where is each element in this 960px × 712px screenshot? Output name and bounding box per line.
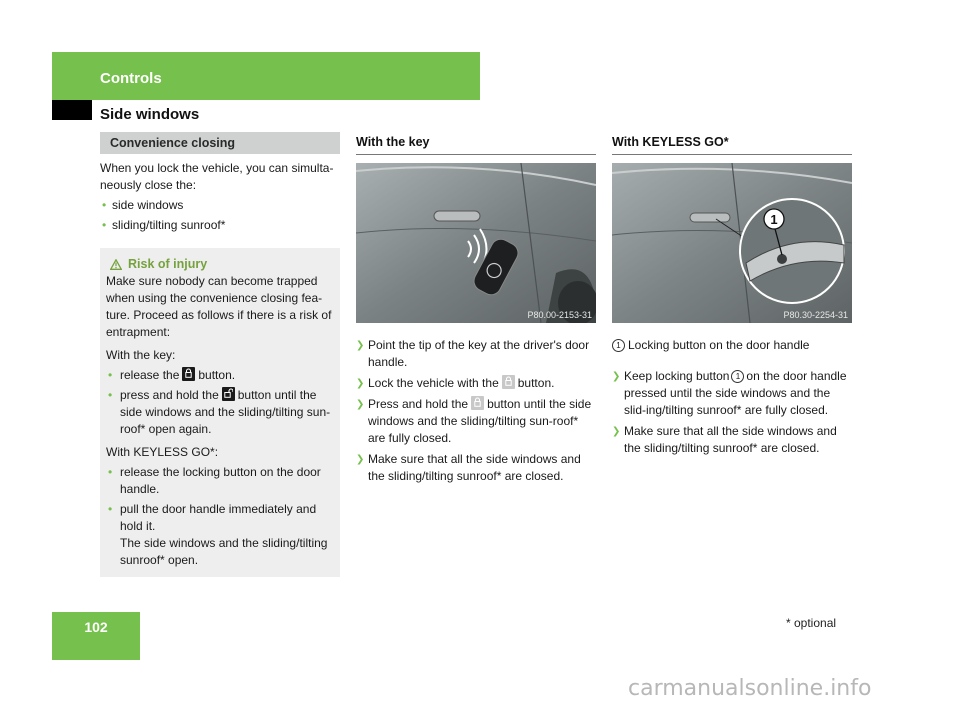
intro-text: When you lock the vehicle, you can simulta-neously close the:	[100, 161, 334, 192]
warning-box	[100, 248, 340, 577]
instruction-step: ❯ Make sure that all the side windows and the sliding/tilting sunroof* are closed.	[612, 423, 852, 457]
list-item	[106, 387, 334, 438]
warning-title-text: Risk of injury	[128, 257, 208, 271]
warning-body: Make sure nobody can become trapped when using the convenience closing fea-ture. Proceed as follows if there is a risk of entrapment:	[106, 274, 332, 339]
page-number: 102	[84, 619, 108, 635]
lock-icon	[471, 396, 484, 410]
warning-triangle-icon	[110, 259, 122, 270]
section-title: Side windows	[100, 106, 200, 123]
column-with-the-key	[356, 130, 596, 485]
keyless-photo	[612, 163, 852, 323]
photo-callout: 1	[770, 212, 778, 227]
page-number-box	[52, 612, 140, 660]
legend-text: Locking button on the door handle	[628, 338, 810, 352]
lock-icon	[182, 367, 195, 381]
step-text: Lock the vehicle with the	[368, 376, 499, 390]
door-handle-illustration	[612, 163, 852, 323]
with-key-label: With the key:	[106, 348, 176, 362]
chapter-tab	[52, 52, 480, 100]
list-item-note: The side windows and the sliding/tilting sunroof* open.	[120, 536, 328, 567]
keyless-label: With KEYLESS GO*:	[106, 445, 219, 459]
column-convenience-closing	[100, 130, 340, 577]
step-text: on the door handle pressed until the side windows and the slid-ing/tilting sunroof* are fully closed.	[624, 369, 847, 417]
photo-code: P80.30-2254-31	[783, 310, 848, 320]
list-item-text: button.	[198, 368, 236, 382]
list-item	[106, 367, 334, 384]
legend-item	[612, 337, 852, 354]
step-text: Press and hold the	[368, 397, 469, 411]
convenience-closing-heading: Convenience closing	[100, 132, 340, 154]
door-key-illustration	[356, 163, 596, 323]
instruction-step: ❯ Point the tip of the key at the driver's door handle.	[356, 337, 596, 371]
list-item-text: button until the side windows and the sliding/tilting sun-roof* open again.	[120, 388, 331, 436]
list-item-text: press and hold the	[120, 388, 219, 402]
list-item: • release the locking button on the door handle.	[106, 464, 334, 498]
instruction-step	[612, 368, 852, 419]
list-item-text: • pull the door handle immediately and hold it.	[120, 502, 317, 533]
chapter-title: Controls	[100, 70, 162, 87]
list-item: • side windows	[100, 197, 340, 214]
list-item: • sliding/tilting sunroof*	[100, 217, 340, 234]
instruction-step	[356, 375, 596, 392]
list-item-text: release the	[120, 368, 180, 382]
warning-title	[106, 256, 334, 273]
step-text: button.	[517, 376, 555, 390]
callout-number: 1	[612, 339, 625, 352]
list-item	[106, 501, 334, 569]
key-photo	[356, 163, 596, 323]
callout-number: 1	[731, 370, 744, 383]
watermark: carmanualsonline.info	[628, 676, 872, 701]
photo-code: P80.00-2153-31	[527, 310, 592, 320]
step-text: Keep locking button	[624, 369, 730, 383]
unlock-icon	[222, 387, 235, 401]
instruction-step	[356, 396, 596, 447]
optional-footnote: * optional	[786, 616, 837, 630]
step-text: button until the side windows and the sliding/tilting sun-roof* are fully closed.	[368, 397, 592, 445]
keyless-go-heading: With KEYLESS GO*	[612, 134, 852, 155]
instruction-step: ❯ Make sure that all the side windows and the sliding/tilting sunroof* are closed.	[356, 451, 596, 485]
lock-icon	[502, 375, 515, 389]
column-keyless-go	[612, 130, 852, 457]
with-the-key-heading: With the key	[356, 134, 596, 155]
section-marker	[52, 100, 92, 120]
